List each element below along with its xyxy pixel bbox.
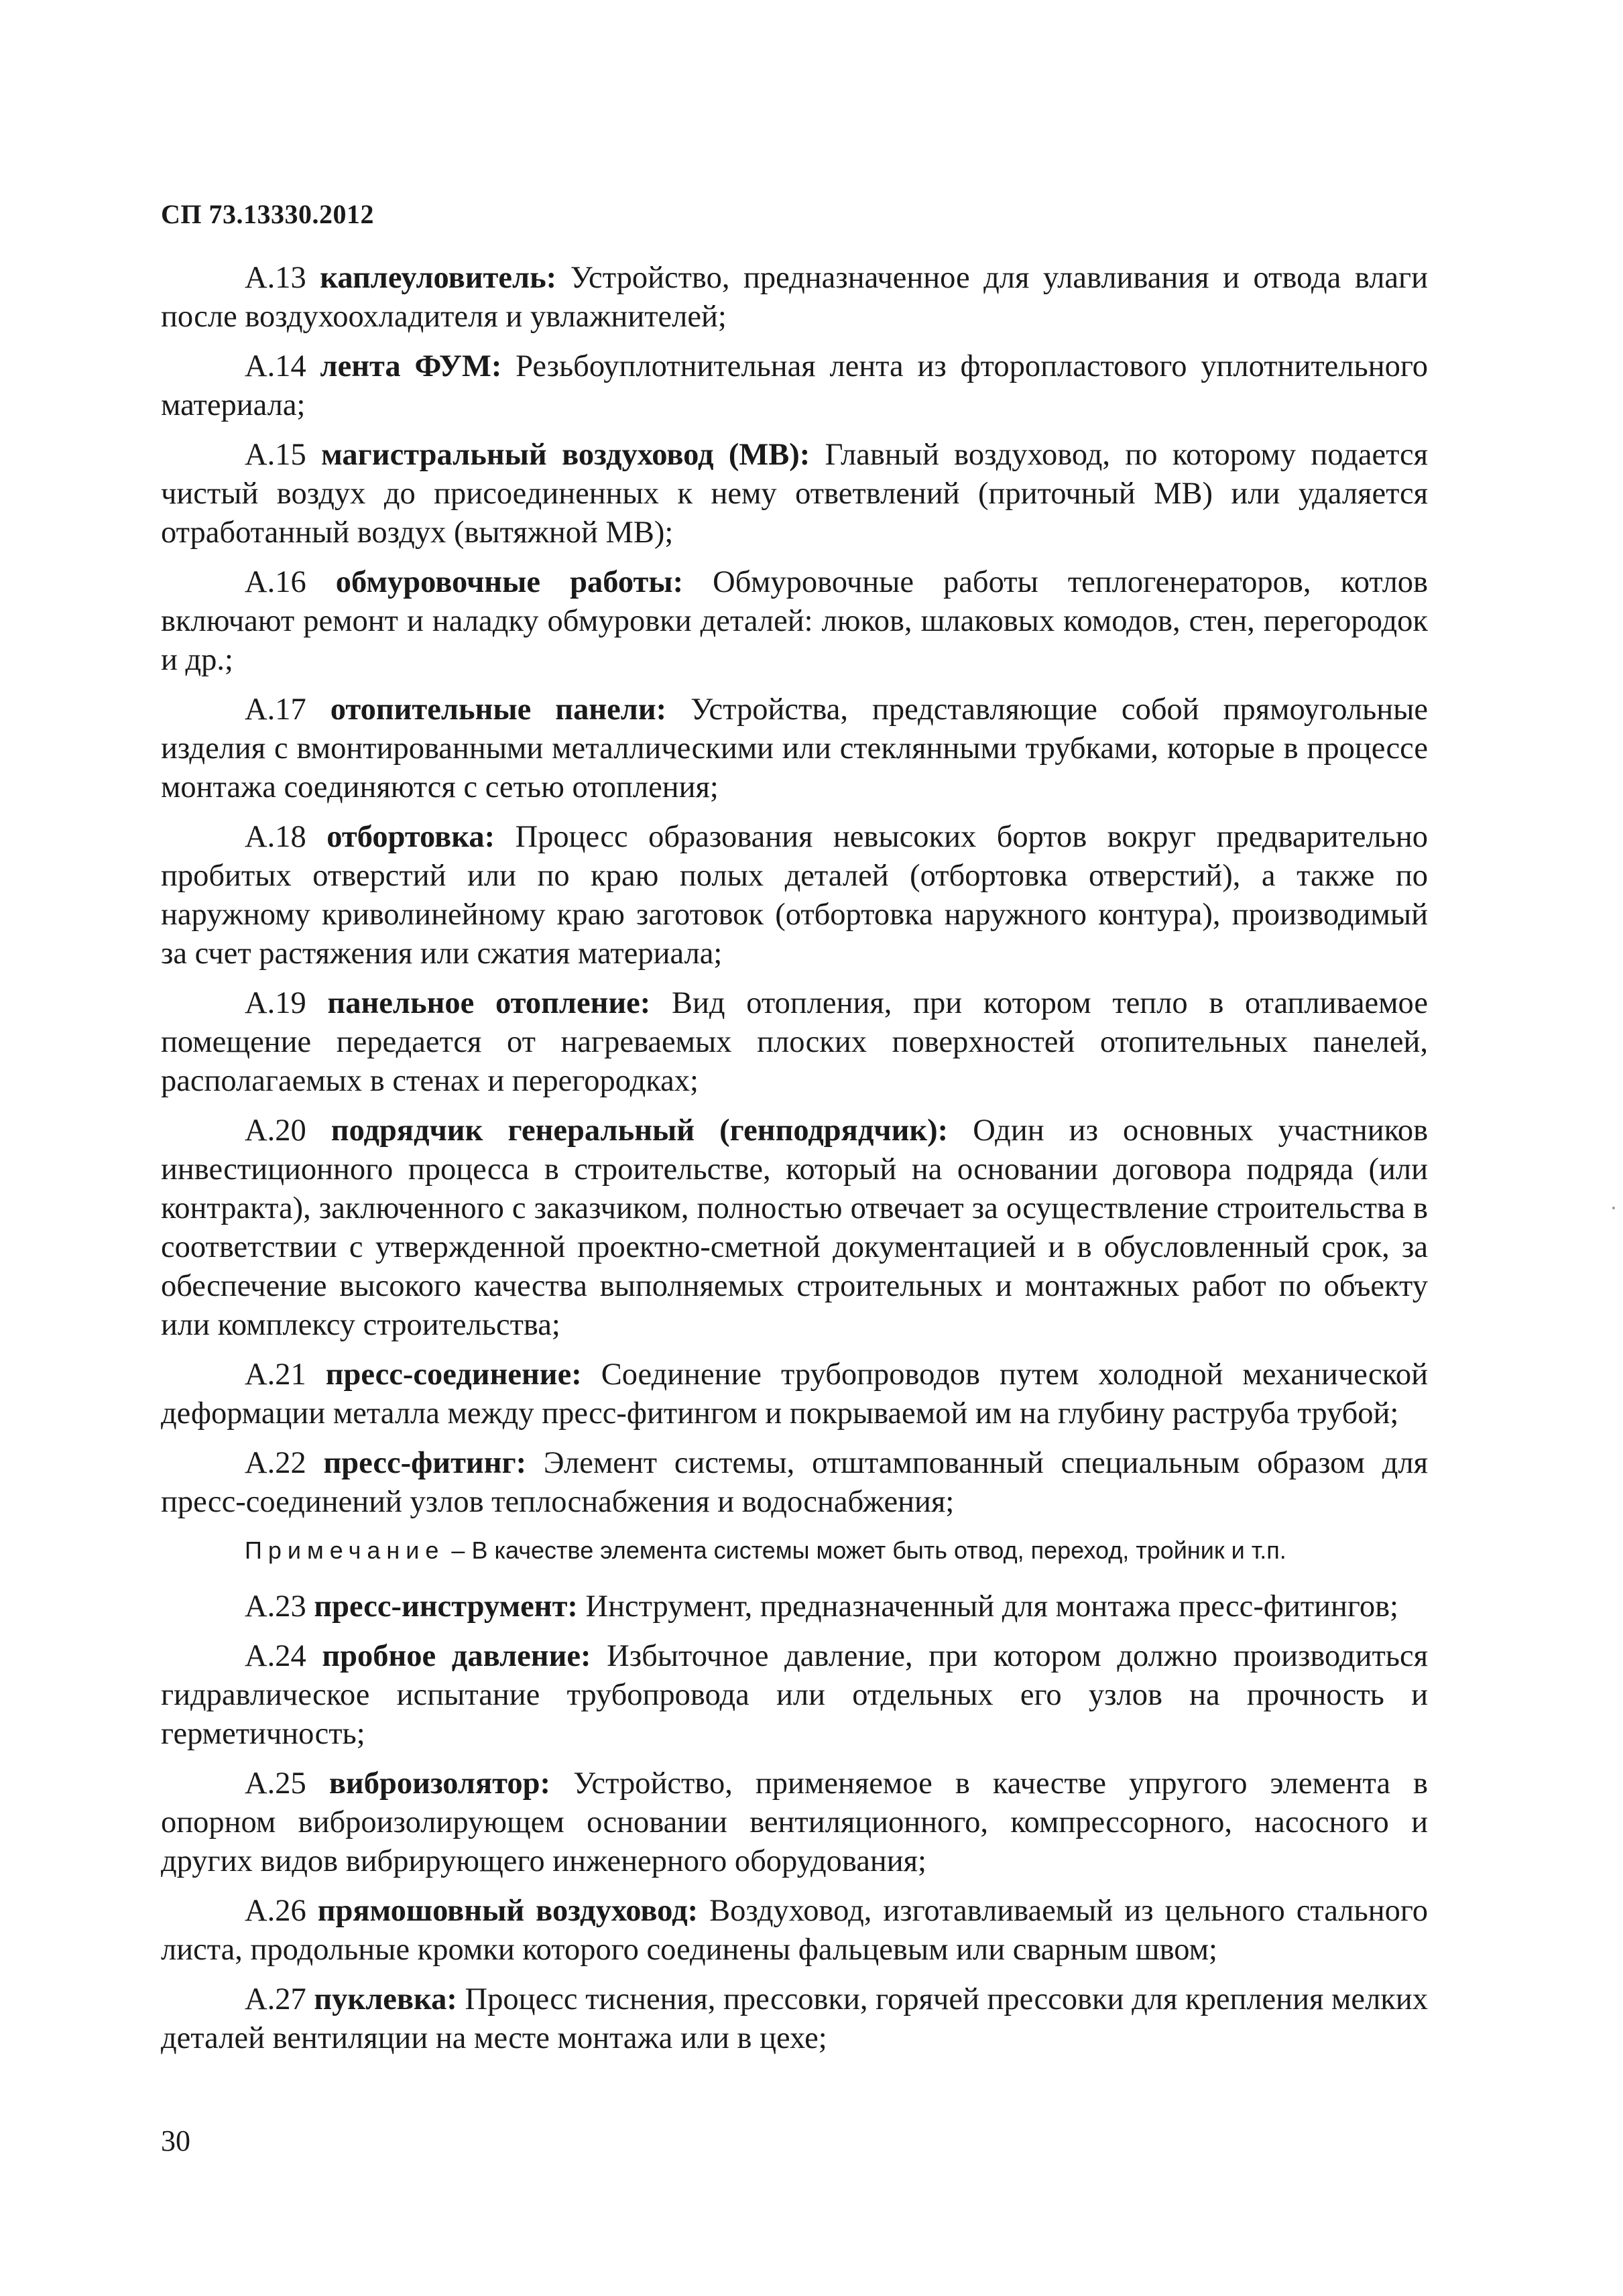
entry-term: пресс-фитинг: [323,1446,527,1480]
note-text: В качестве элемента системы может быть отвод, переход, тройник и т.п. [471,1536,1286,1564]
definitions-list [161,259,1428,2069]
definition-entry [161,1892,1428,1970]
entry-definition: Инструмент, предназначенный для монтажа пресс-фитингов; [585,1589,1398,1624]
entry-term: пуклевка: [314,1982,457,2016]
definition-entry [161,1980,1428,2058]
entry-number: А.13 [245,261,306,295]
entry-term: пресс-соединение: [325,1357,582,1392]
definition-entry [161,259,1428,337]
definition-entry [161,690,1428,807]
definition-entry [161,563,1428,680]
entry-definition: Процесс тиснения, прессовки, горячей прессовки для крепления мелких деталей вентиляции на месте монтажа или в цехе; [161,1982,1429,2055]
entry-definition: Соединение трубопроводов путем холодной механической деформации металла между пресс-фитингом и покрываемой им на глубину раструба трубой; [161,1357,1429,1431]
entry-number: А.24 [245,1639,306,1673]
entry-definition: Устройство, применяемое в качестве упругого элемента в опорном виброизолирующем основании вентиляционного, компрессорного, насосного и других видов вибрирующего инженерного оборудования; [161,1766,1429,1878]
entry-definition: Главный воздуховод, по которому подается чистый воздух до присоединенных к нему ответвлений (приточный МВ) или удаляется отработанный воздух (вытяжной МВ); [161,438,1429,550]
definition-entry [161,1111,1428,1345]
definition-entry [161,1587,1428,1626]
entry-term: обмуровочные работы: [335,565,684,599]
entry-number: А.26 [245,1894,306,1928]
entry-term: панельное отопление: [327,986,651,1020]
entry-number: А.14 [245,349,306,383]
entry-term: каплеуловитель: [320,261,557,295]
entry-term: прямошовный воздуховод: [317,1894,699,1928]
entry-number: А.25 [245,1766,306,1801]
entry-definition: Избыточное давление, при котором должно производиться гидравлическое испытание трубопровода или отдельных его узлов на прочность и герметичность; [161,1639,1429,1751]
definition-entry [161,1637,1428,1754]
entry-definition: Процесс образования невысоких бортов вокруг предварительно пробитых отверстий или по краю полых деталей (отбортовка отверстий), а также по наружному криволинейному краю заготовок (отбортовка наружного контура), производимый за счет растяжения или сжатия материала; [161,820,1429,971]
entry-number: А.15 [245,438,306,472]
entry-term: магистральный воздуховод (МВ): [321,438,810,472]
entry-definition: Устройство, предназначенное для улавливания и отвода влаги после воздухоохладителя и увлажнителей; [161,261,1429,334]
entry-term: пресс-инструмент: [314,1589,578,1624]
entry-number: А.27 [245,1982,306,2016]
entry-number: А.23 [245,1589,306,1624]
entry-term: отопительные панели: [330,692,667,727]
entry-definition: Вид отопления, при котором тепло в отапливаемое помещение передается от нагреваемых плоских поверхностей отопительных панелей, располагаемых в стенах и перегородках; [161,986,1428,1098]
entry-number: А.22 [245,1446,306,1480]
entry-definition: Резьбоуплотнительная лента из фторопластового уплотнительного материала; [161,349,1428,422]
definition-entry [161,1444,1428,1522]
entry-definition: Один из основных участников инвестиционного процесса в строительстве, который на основании договора подряда (или контракта), заключенного с заказчиком, полностью отвечает за осуществление строительства в соответствии с утвержденной проектно-сметной документацией и в обусловленный срок, за обеспечение высокого качества выполняемых строительных и монтажных работ по объекту или комплексу строительства; [161,1113,1429,1342]
entry-term: виброизолятор: [328,1766,550,1801]
definition-entry [161,436,1428,552]
entry-number: А.17 [245,692,306,727]
entry-number: А.16 [245,565,306,599]
note-dash: – [451,1536,465,1564]
page-number: 30 [161,2124,190,2157]
definition-entry [161,984,1428,1101]
entry-definition: Воздуховод, изготавливаемый из цельного стального листа, продольные кромки которого соединены фальцевым или сварным швом; [161,1894,1428,1967]
entry-definition: Устройства, представляющие собой прямоугольные изделия с вмонтированными металлическими или стеклянными трубками, которые в процессе монтажа соединяются с сетью отопления; [161,692,1429,804]
entry-number: А.21 [245,1357,306,1392]
entry-term: подрядчик генеральный (генподрядчик): [330,1113,949,1148]
entry-number: А.18 [245,820,306,854]
entry-term: пробное давление: [322,1639,591,1673]
entry-number: А.19 [245,986,306,1020]
scan-speck [1612,1207,1615,1209]
note [161,1532,1428,1569]
definition-entry [161,1355,1428,1433]
entry-term: отбортовка: [326,820,495,854]
note-label: Примечание [245,1536,445,1564]
definition-entry [161,347,1428,425]
entry-term: лента ФУМ: [320,349,502,383]
document-code: СП 73.13330.2012 [161,199,374,229]
definition-entry [161,1764,1428,1881]
entry-definition: Элемент системы, отштампованный специальным образом для пресс-соединений узлов теплоснабжения и водоснабжения; [161,1446,1429,1519]
entry-number: А.20 [245,1113,306,1148]
definition-entry [161,818,1428,973]
entry-definition: Обмуровочные работы теплогенераторов, котлов включают ремонт и наладку обмуровки деталей: люков, шлаковых комодов, стен, перегородок и др.; [161,565,1428,677]
